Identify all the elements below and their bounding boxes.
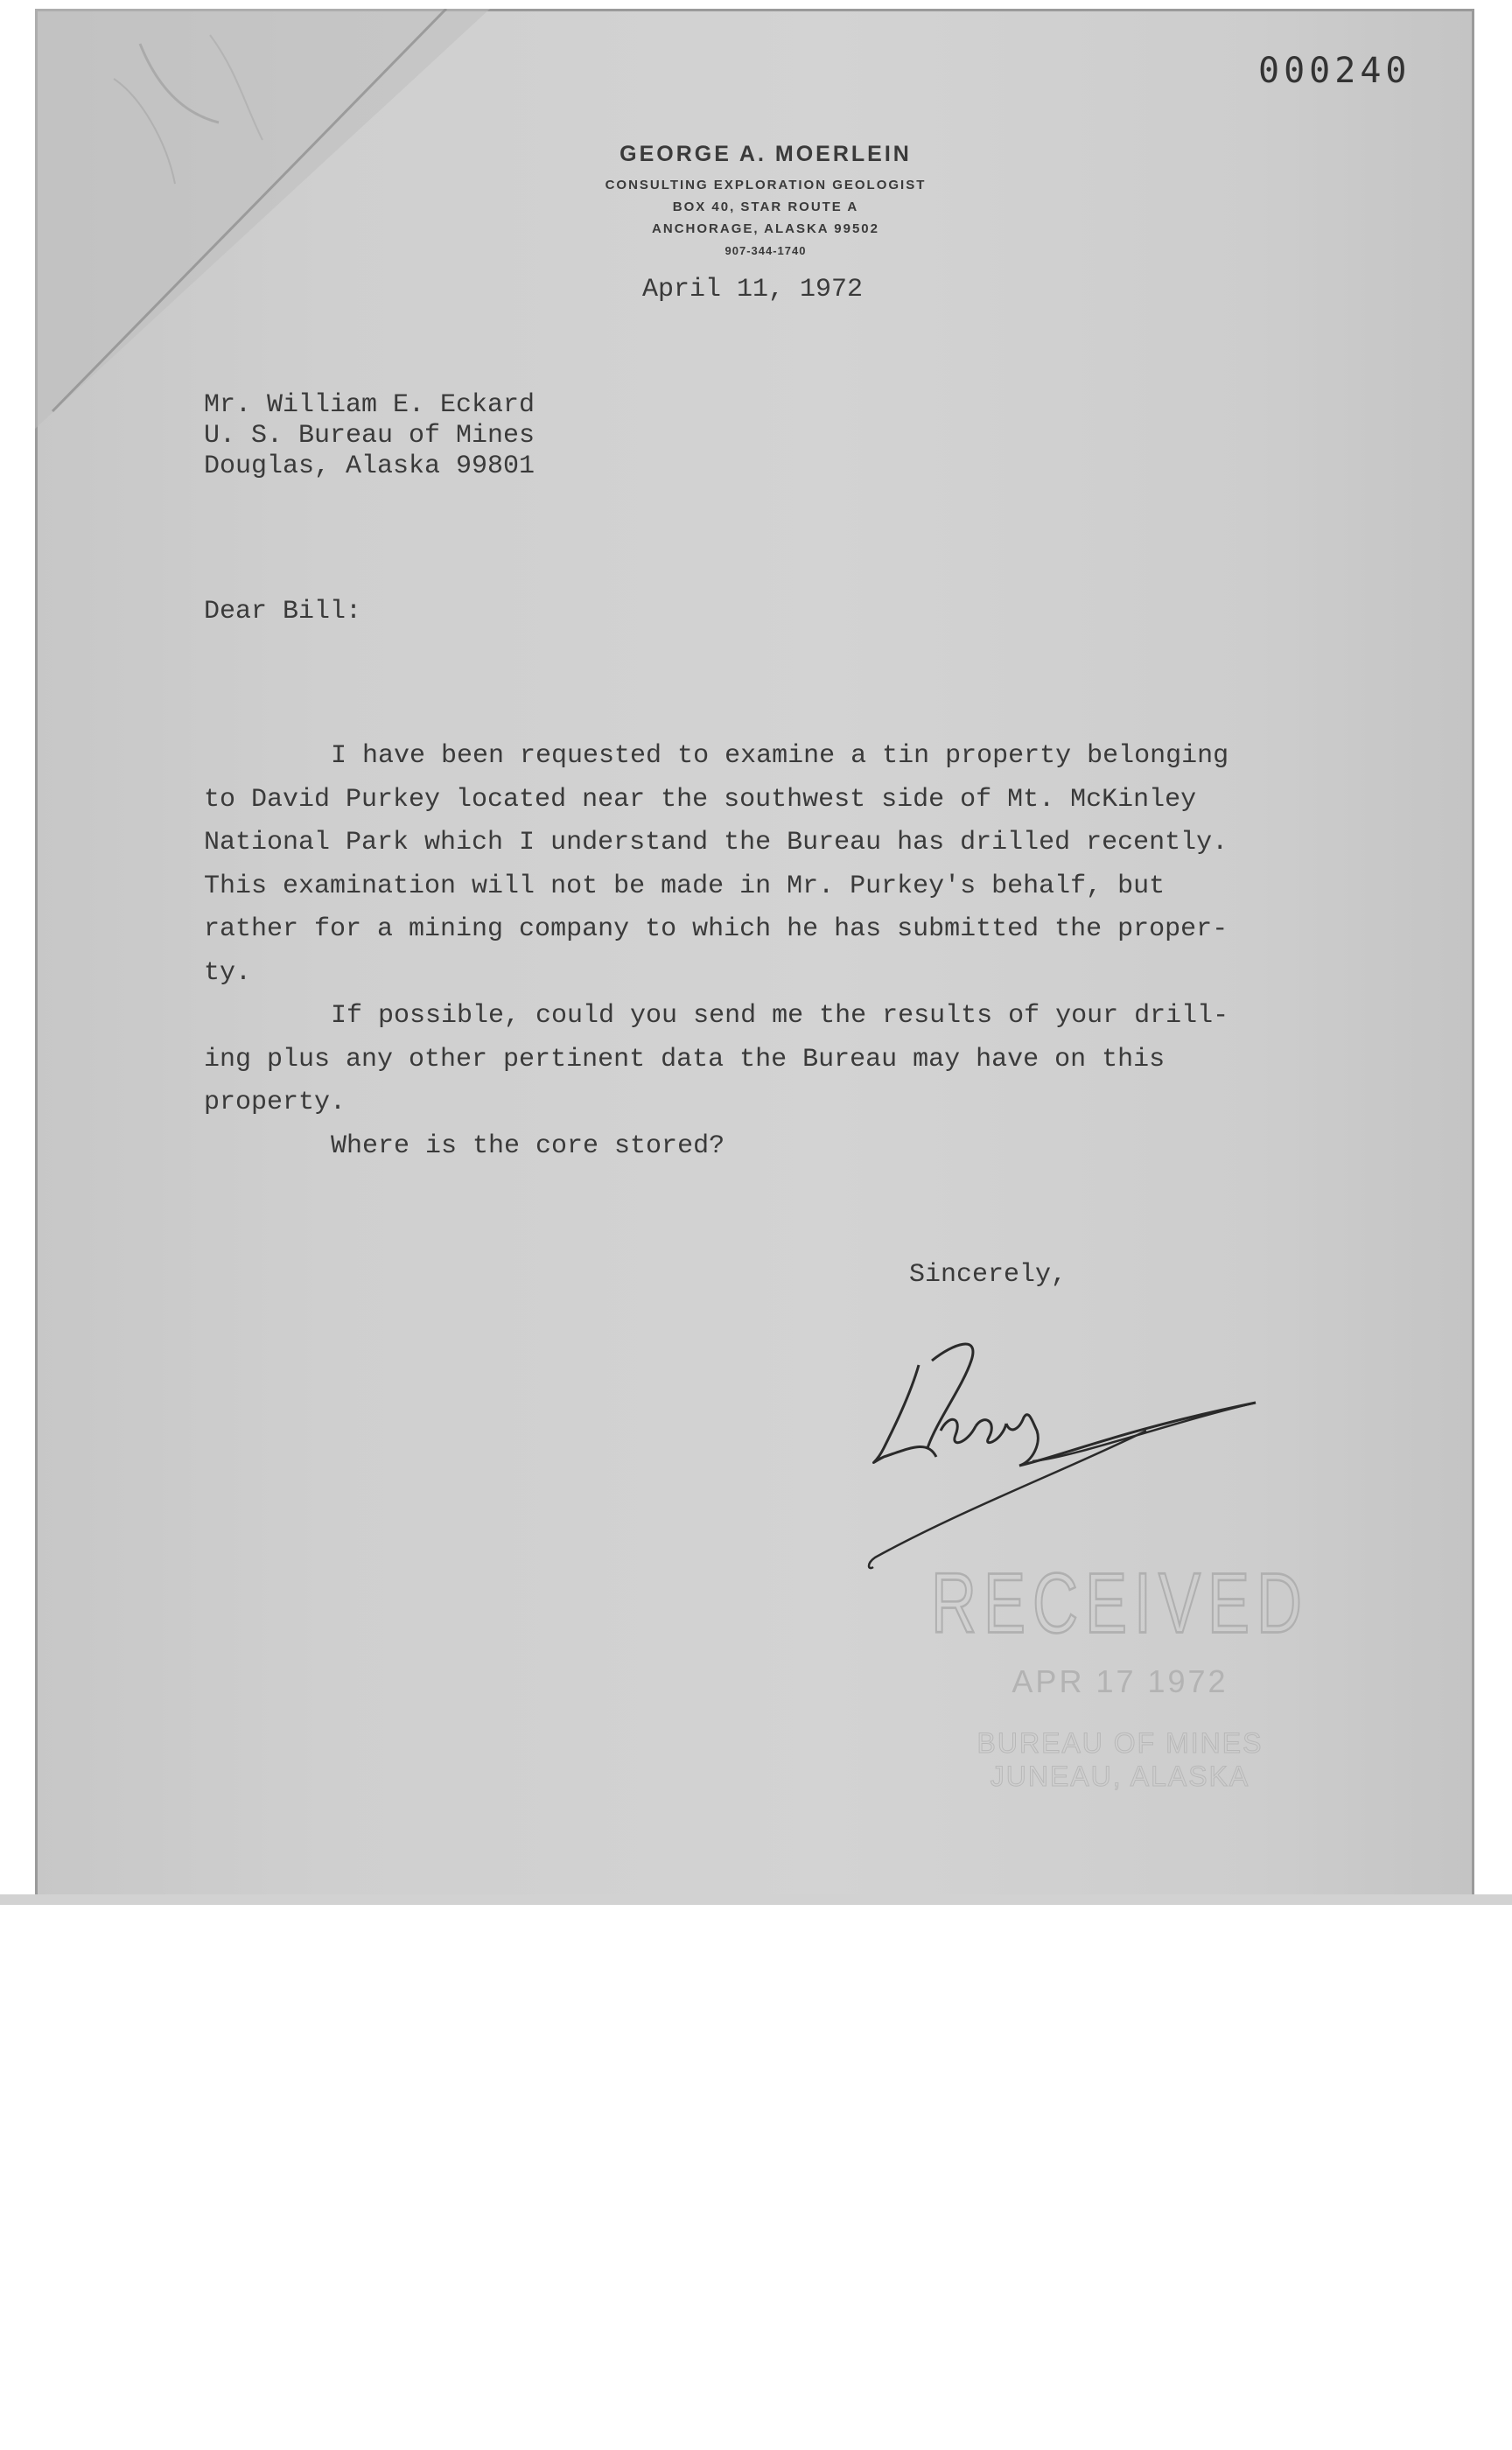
stamp-org-line: JUNEAU, ALASKA bbox=[990, 1760, 1250, 1792]
stamp-org-line: BUREAU OF MINES bbox=[976, 1727, 1264, 1759]
body-line: rather for a mining company to which he has submitted the proper- bbox=[204, 914, 1228, 944]
received-stamp bbox=[928, 1553, 1312, 1792]
body-line: ing plus any other pertinent data the Bureau may have on this bbox=[204, 1044, 1166, 1074]
body-line: to David Purkey located near the southwest side of Mt. McKinley bbox=[204, 784, 1197, 815]
letter-body bbox=[204, 735, 1228, 1168]
scan-edge bbox=[0, 1894, 1512, 1905]
body-line: If possible, could you send me the results of your drill- bbox=[331, 1001, 1229, 1031]
closing: Sincerely, bbox=[909, 1260, 1068, 1290]
recipient-line: U. S. Bureau of Mines bbox=[204, 421, 536, 451]
body-line: National Park which I understand the Bureau has drilled recently. bbox=[204, 828, 1228, 858]
salutation: Dear Bill: bbox=[204, 597, 362, 626]
body-line: ty. bbox=[204, 957, 252, 988]
folded-corner-mark bbox=[35, 9, 490, 429]
body-line: I have been requested to examine a tin property belonging bbox=[331, 741, 1229, 771]
letterhead bbox=[525, 142, 1006, 262]
body-line: property. bbox=[204, 1088, 346, 1117]
letterhead-city: ANCHORAGE, ALASKA 99502 bbox=[652, 221, 879, 236]
letter-date: April 11, 1972 bbox=[642, 275, 864, 304]
letterhead-box: BOX 40, STAR ROUTE A bbox=[672, 200, 859, 214]
letterhead-phone: 907-344-1740 bbox=[724, 244, 807, 257]
letterhead-name: GEORGE A. MOERLEIN bbox=[620, 142, 912, 166]
body-line: Where is the core stored? bbox=[331, 1130, 725, 1161]
handwritten-signature bbox=[858, 1326, 1269, 1588]
recipient-line: Douglas, Alaska 99801 bbox=[204, 452, 536, 481]
body-line: This examination will not be made in Mr. Purkey's behalf, but bbox=[204, 871, 1166, 901]
recipient-line: Mr. William E. Eckard bbox=[204, 390, 536, 420]
letterhead-title: CONSULTING EXPLORATION GEOLOGIST bbox=[605, 178, 927, 192]
recipient-address bbox=[204, 390, 535, 482]
stamp-date: APR 17 1972 bbox=[1012, 1663, 1228, 1699]
stamp-received-text: RECEIVED bbox=[930, 1557, 1310, 1651]
letter-paper bbox=[35, 9, 1474, 1903]
document-number: 000240 bbox=[1258, 51, 1411, 91]
